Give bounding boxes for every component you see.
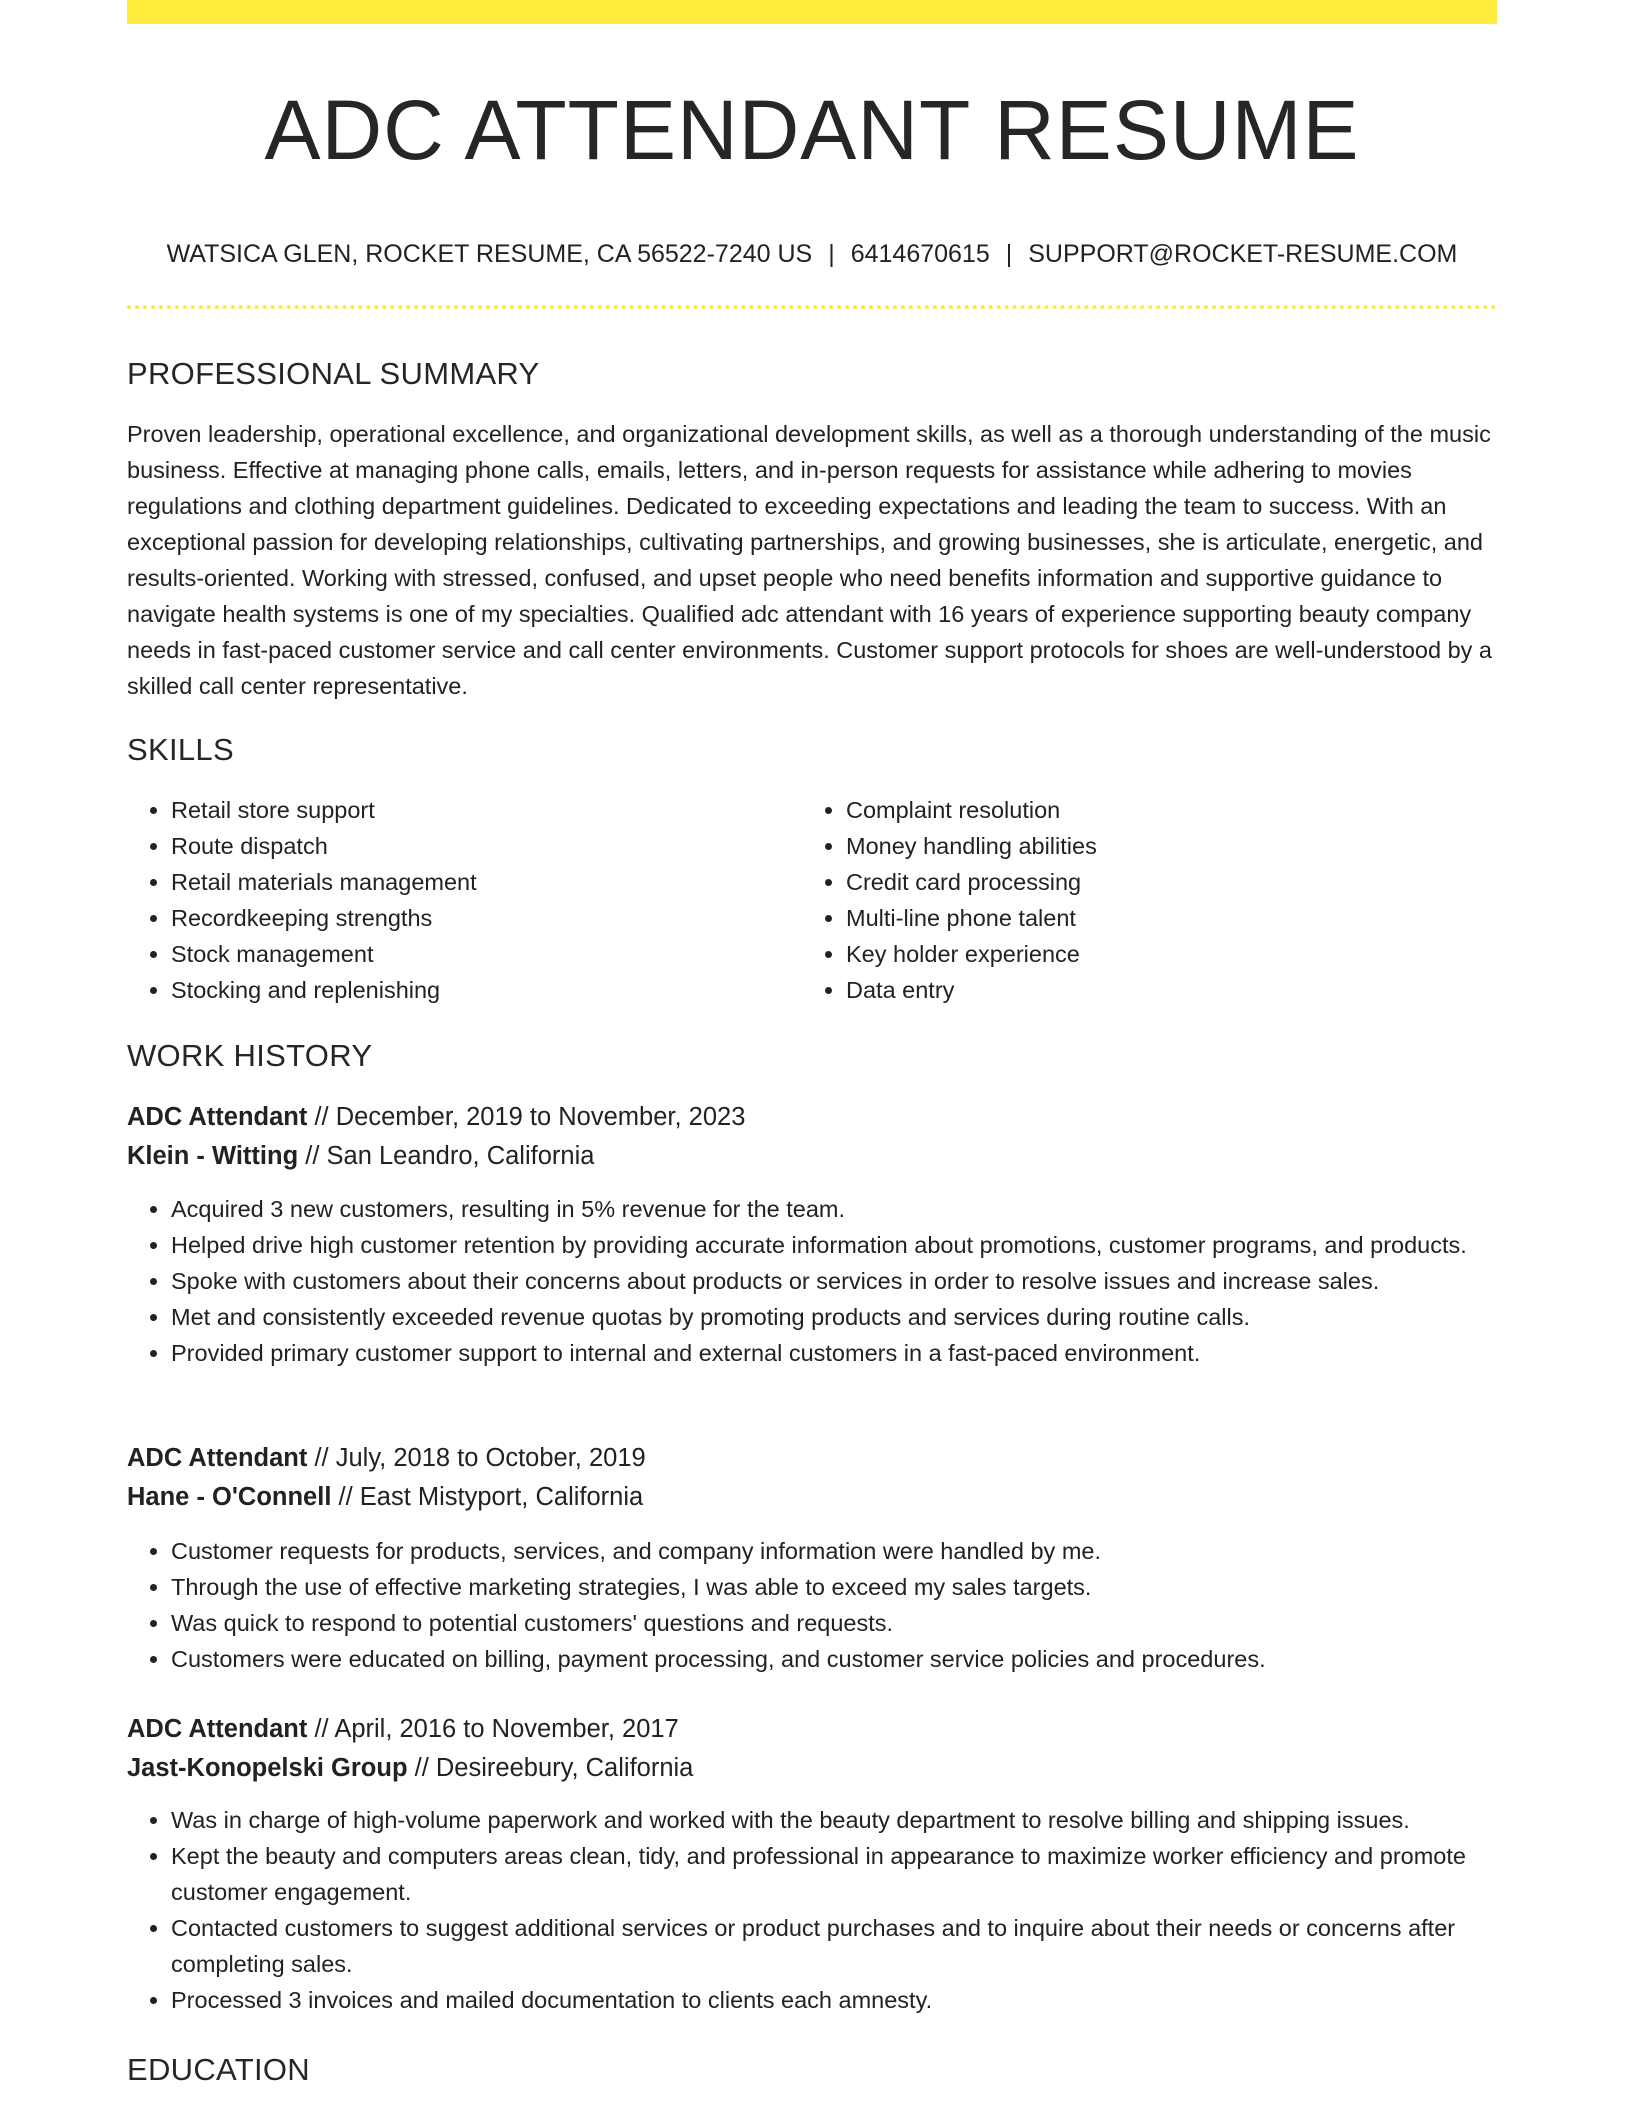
job-dates: April, 2016 to November, 2017 (334, 1715, 679, 1743)
skill-item: • Retail store support (171, 792, 797, 828)
job-company: Jast-Konopelski Group (127, 1754, 408, 1782)
job-location: East Mistyport, California (359, 1483, 644, 1511)
job-bullet: • Customer requests for products, services, and company information were handled by me. (171, 1533, 1497, 1569)
job-separator: // (307, 1103, 336, 1131)
skills-right-column (802, 792, 1472, 1008)
job-separator: // (407, 1754, 436, 1782)
contact-separator: | (1005, 240, 1013, 268)
accent-bar (127, 0, 1497, 24)
skill-item: • Multi-line phone talent (846, 900, 1472, 936)
summary-text: Proven leadership, operational excellence, and organizational development skills, as well as a thorough understanding of the music business. Effective at managing phone calls, emails, letters, and in-person requests for assistance while adhering to movies regulations and clothing department guidelines. Dedicated to exceeding expectations and leading the team to success. With an exceptional passion for developing relationships, cultivating partnerships, and growing businesses, she is articulate, energetic, and results-oriented. Working with stressed, confused, and upset people who need benefits information and supportive guidance to navigate health systems is one of my specialties. Qualified adc attendant with 16 years of experience supporting beauty company needs in fast-paced customer service and call center environments. Customer support protocols for shoes are well-understood by a skilled call center representative. (127, 421, 1492, 699)
job-bullet: • Acquired 3 new customers, resulting in 5% revenue for the team. (171, 1191, 1497, 1227)
job-bullet: • Processed 3 invoices and mailed documentation to clients each amnesty. (171, 1982, 1497, 2018)
job-bullet: • Kept the beauty and computers areas clean, tidy, and professional in appearance to maximize worker efficiency and promote customer engagement. (171, 1838, 1497, 1910)
job-title: ADC Attendant (127, 1444, 308, 1472)
job-bullet: • Was in charge of high-volume paperwork and worked with the beauty department to resolve billing and shipping issues. (171, 1802, 1497, 1838)
contact-phone: 6414670615 (850, 240, 990, 268)
job-bullet: • Helped drive high customer retention by providing accurate information about promotions, customer programs, and products. (171, 1227, 1497, 1263)
skill-item: • Complaint resolution (846, 792, 1472, 828)
resume-title: ADC ATTENDANT RESUME (264, 83, 1360, 177)
job-company: Klein - Witting (127, 1142, 299, 1170)
job-title-line (127, 1097, 745, 1137)
job-bullet: • Provided primary customer support to internal and external customers in a fast-paced environment. (171, 1335, 1497, 1371)
job-location: Desireebury, California (435, 1754, 694, 1782)
skill-item: • Credit card processing (846, 864, 1472, 900)
job-title-line (127, 1438, 646, 1478)
work-history-heading: WORK HISTORY (127, 1038, 373, 1073)
skill-item: • Data entry (846, 972, 1472, 1008)
skill-item: • Stock management (171, 936, 797, 972)
summary-heading: PROFESSIONAL SUMMARY (127, 356, 540, 391)
job-company-line (127, 1477, 643, 1517)
job-bullet-list (127, 1802, 1497, 2018)
contact-line (127, 234, 1497, 274)
skill-item: • Stocking and replenishing (171, 972, 797, 1008)
job-bullet: • Was quick to respond to potential customers' questions and requests. (171, 1605, 1497, 1641)
job-bullet: • Through the use of effective marketing strategies, I was able to exceed my sales targets. (171, 1569, 1497, 1605)
job-location: San Leandro, California (326, 1142, 595, 1170)
job-company-line (127, 1748, 693, 1788)
skill-item: • Money handling abilities (846, 828, 1472, 864)
job-bullet: • Contacted customers to suggest additional services or product purchases and to inquire about their needs or concerns after completing sales. (171, 1910, 1497, 1982)
contact-separator: | (828, 240, 835, 268)
contact-email: SUPPORT@ROCKET-RESUME.COM (1028, 240, 1458, 268)
job-title: ADC Attendant (127, 1715, 308, 1743)
divider (127, 305, 1497, 309)
job-separator: // (307, 1444, 336, 1472)
job-separator: // (307, 1715, 335, 1743)
job-company: Hane - O'Connell (127, 1483, 332, 1511)
job-bullet: • Customers were educated on billing, payment processing, and customer service policies and procedures. (171, 1641, 1497, 1677)
skills-heading: SKILLS (127, 732, 234, 767)
job-bullet-list (127, 1533, 1497, 1677)
skill-item: • Key holder experience (846, 936, 1472, 972)
job-dates: July, 2018 to October, 2019 (335, 1444, 646, 1472)
contact-address: WATSICA GLEN, ROCKET RESUME, CA 56522-7240 US (166, 240, 813, 268)
job-separator: // (331, 1483, 360, 1511)
education-heading: EDUCATION (127, 2052, 310, 2087)
job-bullet: • Met and consistently exceeded revenue quotas by promoting products and services during routine calls. (171, 1299, 1497, 1335)
skill-item: • Recordkeeping strengths (171, 900, 797, 936)
skills-left-column (127, 792, 797, 1008)
job-title-line (127, 1709, 679, 1749)
job-bullet: • Spoke with customers about their concerns about products or services in order to resolve issues and increase sales. (171, 1263, 1497, 1299)
job-company-line (127, 1136, 594, 1176)
skill-item: • Retail materials management (171, 864, 797, 900)
job-separator: // (298, 1142, 327, 1170)
job-bullet-list (127, 1191, 1497, 1371)
job-title: ADC Attendant (127, 1103, 308, 1131)
skill-item: • Route dispatch (171, 828, 797, 864)
job-dates: December, 2019 to November, 2023 (335, 1103, 746, 1131)
